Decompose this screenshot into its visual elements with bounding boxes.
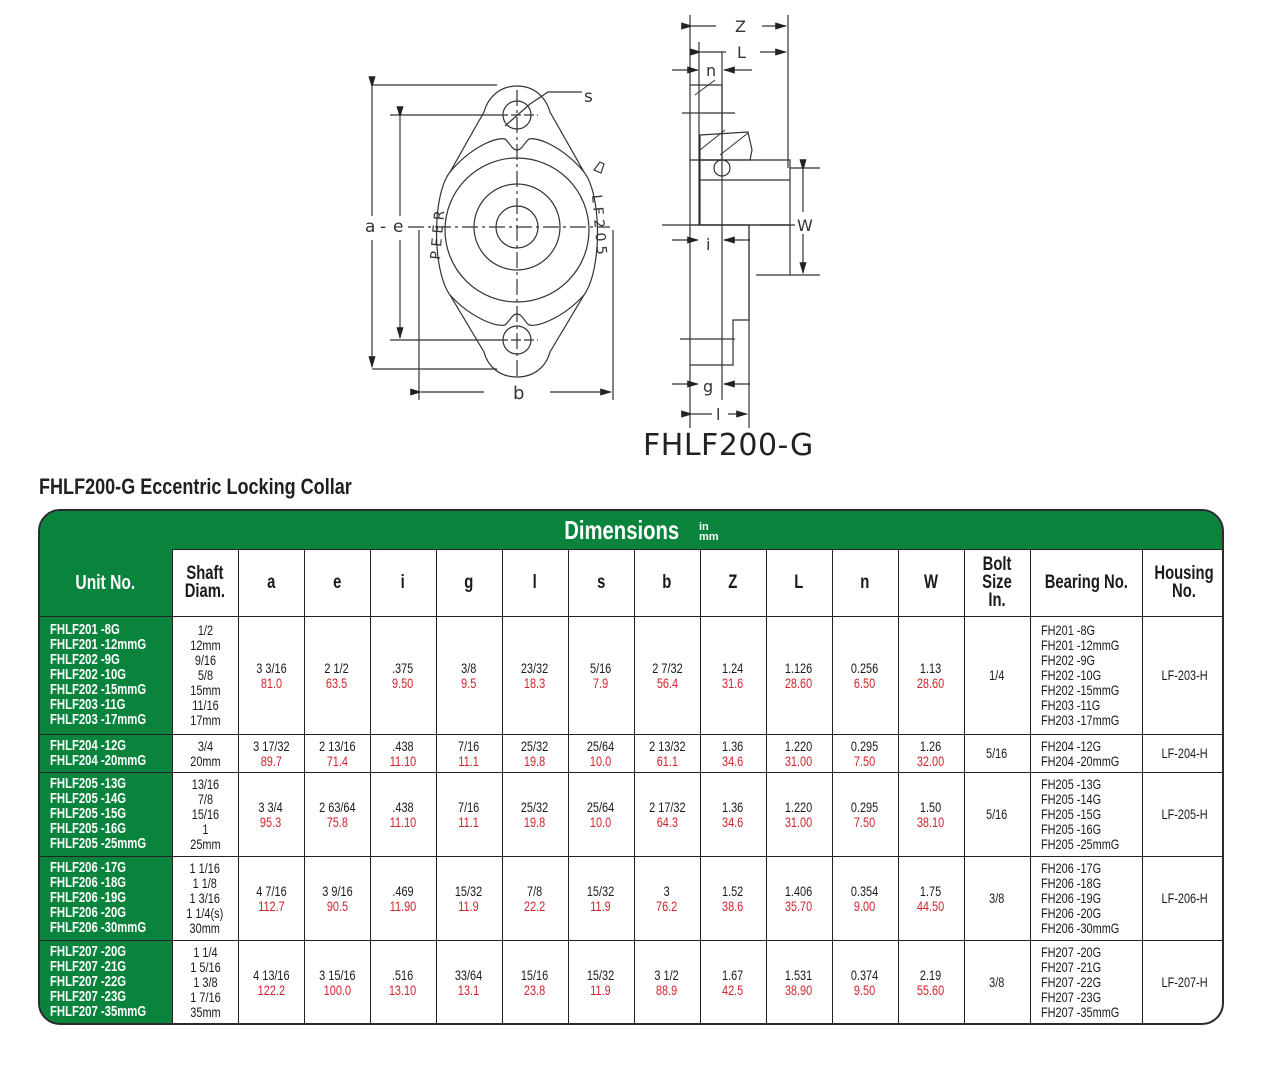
dim-a-cell <box>238 857 304 941</box>
mm-value: 38.10 <box>917 813 945 830</box>
dim-W-cell <box>898 941 964 1025</box>
dim-b-cell <box>634 617 700 735</box>
mm-value: 31.6 <box>722 674 744 691</box>
mm-value: 18.3 <box>524 674 546 691</box>
dim-W-cell <box>898 617 964 735</box>
dim-W-cell <box>898 773 964 857</box>
mm-value: 122.2 <box>257 981 285 998</box>
inch-value: .438 <box>392 798 414 815</box>
unit-no-cell: FHLF206 -17G FHLF206 -18G FHLF206 -19G FHLF206 -20G FHLF206 -30mmG <box>40 857 172 941</box>
inch-value: 2.19 <box>920 966 942 983</box>
inch-value: 1.531 <box>785 966 813 983</box>
inch-value: 25/64 <box>587 737 615 754</box>
mm-value: 56.4 <box>656 674 678 691</box>
dim-b-cell <box>634 773 700 857</box>
dim-g-cell <box>436 941 502 1025</box>
mm-value: 23.8 <box>524 981 546 998</box>
inch-value: 4 13/16 <box>252 966 290 983</box>
unit-no-cell: FHLF207 -20G FHLF207 -21G FHLF207 -22G FHLF207 -23G FHLF207 -35mmG <box>40 941 172 1025</box>
header-s: s <box>568 550 634 617</box>
side-view-labels <box>703 17 813 424</box>
unit-no-cell: FHLF205 -13G FHLF205 -14G FHLF205 -15G FHLF205 -16G FHLF205 -25mmG <box>40 773 172 857</box>
inch-value: 7/16 <box>458 798 480 815</box>
housing-no-cell: LF-206-H <box>1142 857 1224 941</box>
mm-value: 71.4 <box>326 752 348 769</box>
dim-b-cell <box>634 941 700 1025</box>
mm-value: 7.9 <box>593 674 609 691</box>
mm-value: 31.00 <box>785 813 813 830</box>
bearing-no-cell: FH205 -13G FH205 -14G FH205 -15G FH205 -16G FH205 -25mmG <box>1030 773 1142 857</box>
dim-n-cell <box>832 617 898 735</box>
inch-value: 15/32 <box>587 882 615 899</box>
dim-W-cell <box>898 857 964 941</box>
inch-value: 3 3/16 <box>255 659 287 676</box>
dim-e-cell <box>304 857 370 941</box>
unit-no-cell: FHLF204 -12G FHLF204 -20mmG <box>40 735 172 773</box>
mm-value: 90.5 <box>326 897 348 914</box>
mm-value: 9.00 <box>854 897 876 914</box>
mm-value: 9.50 <box>854 981 876 998</box>
header-e: e <box>304 550 370 617</box>
inch-value: 3 17/32 <box>252 737 290 754</box>
dim-L-cell <box>766 617 832 735</box>
dim-n-cell <box>832 773 898 857</box>
mm-value: 22.2 <box>524 897 546 914</box>
svg-text:s: s <box>584 87 593 107</box>
dimensions-group-header <box>40 511 1224 550</box>
inch-value: 2 17/32 <box>648 798 686 815</box>
header-L: L <box>766 550 832 617</box>
inch-value: 25/32 <box>521 737 549 754</box>
mm-value: 28.60 <box>785 674 813 691</box>
inch-value: 25/64 <box>587 798 615 815</box>
svg-text:b: b <box>513 383 525 404</box>
inch-value: 1.36 <box>722 798 744 815</box>
inch-value: 15/32 <box>587 966 615 983</box>
inch-value: 7/16 <box>458 737 480 754</box>
dim-i-cell <box>370 773 436 857</box>
mm-value: 100.0 <box>323 981 351 998</box>
mm-value: 28.60 <box>917 674 945 691</box>
mm-value: 63.5 <box>326 674 348 691</box>
mm-value: 9.5 <box>461 674 477 691</box>
inch-value: .516 <box>392 966 414 983</box>
inch-value: 3 1/2 <box>654 966 680 983</box>
inch-value: 2 1/2 <box>324 659 350 676</box>
inch-value: 25/32 <box>521 798 549 815</box>
dim-a-cell <box>238 735 304 773</box>
dim-g-cell <box>436 617 502 735</box>
header-l: l <box>502 550 568 617</box>
inch-value: 2 7/32 <box>651 659 683 676</box>
header-unit-no: Unit No. <box>40 550 172 617</box>
header-i: i <box>370 550 436 617</box>
mm-value: 11.10 <box>389 813 417 830</box>
header-g: g <box>436 550 502 617</box>
mm-value: 7.50 <box>854 752 876 769</box>
dimensions-table <box>38 509 1224 1025</box>
mm-value: 32.00 <box>917 752 945 769</box>
inch-value: 2 13/32 <box>648 737 686 754</box>
mm-value: 11.90 <box>389 897 417 914</box>
mm-value: 38.90 <box>785 981 813 998</box>
svg-text:-: - <box>380 217 387 237</box>
inch-value: 1.220 <box>785 798 813 815</box>
dim-a-cell <box>238 941 304 1025</box>
dim-g-cell <box>436 857 502 941</box>
mm-value: 61.1 <box>656 752 678 769</box>
inch-value: .438 <box>392 737 414 754</box>
inch-value: 1.26 <box>920 737 942 754</box>
svg-text:Z: Z <box>735 17 746 36</box>
dim-a-cell <box>238 773 304 857</box>
inch-value: 2 63/64 <box>318 798 356 815</box>
inch-value: 23/32 <box>521 659 549 676</box>
dim-W-cell <box>898 735 964 773</box>
mm-value: 31.00 <box>785 752 813 769</box>
mm-value: 55.60 <box>917 981 945 998</box>
table-row <box>40 735 1224 773</box>
header-shaft-diam: Shaft Diam. <box>172 550 238 617</box>
housing-no-cell: LF-205-H <box>1142 773 1224 857</box>
inch-value: 1.126 <box>785 659 813 676</box>
inch-value: .469 <box>392 882 414 899</box>
housing-no-cell: LF-203-H <box>1142 617 1224 735</box>
bolt-size-cell: 5/16 <box>964 773 1030 857</box>
dim-L-cell <box>766 857 832 941</box>
mm-value: 75.8 <box>326 813 348 830</box>
header-Z: Z <box>700 550 766 617</box>
header-housing-no: Housing No. <box>1142 550 1224 617</box>
inch-value: 4 7/16 <box>255 882 287 899</box>
shaft-diam-cell: 1/2 12mm 9/16 5/8 15mm 11/16 17mm <box>172 617 238 735</box>
dim-a-cell <box>238 617 304 735</box>
dim-l-cell <box>502 773 568 857</box>
svg-text:e: e <box>393 217 404 237</box>
mm-value: 38.6 <box>722 897 744 914</box>
inch-value: 2 13/16 <box>318 737 356 754</box>
inch-value: 0.256 <box>851 659 879 676</box>
table-row <box>40 773 1224 857</box>
bearing-no-cell: FH207 -20G FH207 -21G FH207 -22G FH207 -23G FH207 -35mmG <box>1030 941 1142 1025</box>
inch-value: 15/16 <box>521 966 549 983</box>
table-row <box>40 617 1224 735</box>
shaft-diam-cell: 1 1/4 1 5/16 1 3/8 1 7/16 35mm <box>172 941 238 1025</box>
svg-text:n: n <box>706 61 717 80</box>
mm-value: 10.0 <box>590 813 612 830</box>
mm-value: 34.6 <box>722 813 744 830</box>
svg-text:a: a <box>365 217 376 237</box>
dim-n-cell <box>832 941 898 1025</box>
inch-value: 33/64 <box>455 966 483 983</box>
dim-e-cell <box>304 773 370 857</box>
dim-L-cell <box>766 773 832 857</box>
unit-no-cell: FHLF201 -8G FHLF201 -12mmG FHLF202 -9G FHLF202 -10G FHLF202 -15mmG FHLF203 -11G FHLF203 -17mmG <box>40 617 172 735</box>
table-body <box>40 617 1224 1025</box>
shaft-diam-cell: 3/4 20mm <box>172 735 238 773</box>
mm-value: 11.1 <box>458 813 480 830</box>
dim-s-cell <box>568 773 634 857</box>
dim-i-cell <box>370 735 436 773</box>
mm-value: 19.8 <box>524 813 546 830</box>
dim-Z-cell <box>700 857 766 941</box>
dim-Z-cell <box>700 735 766 773</box>
inch-value: 0.295 <box>851 798 879 815</box>
inch-value: 3 3/4 <box>258 798 284 815</box>
header-bearing-no: Bearing No. <box>1030 550 1142 617</box>
mm-value: 13.1 <box>458 981 480 998</box>
inch-value: 3 <box>663 882 671 899</box>
inch-value: 1.406 <box>785 882 813 899</box>
mm-value: 13.10 <box>389 981 417 998</box>
dim-Z-cell <box>700 941 766 1025</box>
dim-n-cell <box>832 857 898 941</box>
svg-text:l: l <box>716 405 721 424</box>
inch-value: 1.36 <box>722 737 744 754</box>
inch-value: 3/8 <box>461 659 477 676</box>
mm-value: 10.0 <box>590 752 612 769</box>
mm-value: 35.70 <box>785 897 813 914</box>
dim-L-cell <box>766 735 832 773</box>
inch-value: 0.374 <box>851 966 879 983</box>
svg-text:W: W <box>797 216 813 235</box>
mm-value: 11.9 <box>458 897 480 914</box>
dim-l-cell <box>502 735 568 773</box>
inch-value: 1.220 <box>785 737 813 754</box>
inch-value: 15/32 <box>455 882 483 899</box>
dim-s-cell <box>568 857 634 941</box>
housing-no-cell: LF-207-H <box>1142 941 1224 1025</box>
mm-value: 19.8 <box>524 752 546 769</box>
dim-s-cell <box>568 735 634 773</box>
header-W: W <box>898 550 964 617</box>
bearing-no-cell: FH201 -8G FH201 -12mmG FH202 -9G FH202 -10G FH202 -15mmG FH203 -11G FH203 -17mmG <box>1030 617 1142 735</box>
inch-value: 5/16 <box>590 659 612 676</box>
inch-value: 1.52 <box>722 882 744 899</box>
dim-i-cell <box>370 857 436 941</box>
mm-value: 9.50 <box>392 674 414 691</box>
mm-value: 64.3 <box>656 813 678 830</box>
inch-value: 0.295 <box>851 737 879 754</box>
technical-drawing <box>0 0 1277 470</box>
front-view <box>372 85 613 400</box>
mm-value: 6.50 <box>854 674 876 691</box>
mm-value: 89.7 <box>260 752 282 769</box>
dim-b-cell <box>634 857 700 941</box>
dim-l-cell <box>502 941 568 1025</box>
dim-b-cell <box>634 735 700 773</box>
mm-value: 95.3 <box>260 813 282 830</box>
svg-text:i: i <box>706 235 711 254</box>
header-n: n <box>832 550 898 617</box>
mm-value: 42.5 <box>722 981 744 998</box>
table-row <box>40 941 1224 1025</box>
inch-value: 1.13 <box>920 659 942 676</box>
mm-value: 11.10 <box>389 752 417 769</box>
dim-s-cell <box>568 617 634 735</box>
bearing-no-cell: FH204 -12G FH204 -20mmG <box>1030 735 1142 773</box>
bearing-no-cell: FH206 -17G FH206 -18G FH206 -19G FH206 -20G FH206 -30mmG <box>1030 857 1142 941</box>
dim-g-cell <box>436 773 502 857</box>
inch-value: 7/8 <box>527 882 543 899</box>
shaft-diam-cell: 1 1/16 1 1/8 1 3/16 1 1/4(s) 30mm <box>172 857 238 941</box>
dim-s-cell <box>568 941 634 1025</box>
bolt-size-cell: 3/8 <box>964 857 1030 941</box>
table-row <box>40 857 1224 941</box>
dim-n-cell <box>832 735 898 773</box>
mm-value: 11.1 <box>458 752 480 769</box>
mm-value: 11.9 <box>590 897 612 914</box>
dim-i-cell <box>370 941 436 1025</box>
inch-value: 1.50 <box>920 798 942 815</box>
inch-value: 3 9/16 <box>321 882 353 899</box>
inch-value: 0.354 <box>851 882 879 899</box>
dim-Z-cell <box>700 773 766 857</box>
header-bolt-size: Bolt Size In. <box>964 550 1030 617</box>
dimensions-title: Dimensions <box>563 514 679 545</box>
dim-e-cell <box>304 735 370 773</box>
inch-value: 3 15/16 <box>318 966 356 983</box>
column-headers <box>40 550 1224 617</box>
units-label: in mm <box>699 520 719 543</box>
dim-e-cell <box>304 941 370 1025</box>
housing-no-cell: LF-204-H <box>1142 735 1224 773</box>
mm-value: 81.0 <box>260 674 282 691</box>
shaft-diam-cell: 13/16 7/8 15/16 1 25mm <box>172 773 238 857</box>
mm-value: 44.50 <box>917 897 945 914</box>
svg-text:L: L <box>737 43 746 62</box>
mm-value: 88.9 <box>656 981 678 998</box>
dim-e-cell <box>304 617 370 735</box>
mm-value: 7.50 <box>854 813 876 830</box>
dim-L-cell <box>766 941 832 1025</box>
svg-text:g: g <box>703 377 714 396</box>
header-a: a <box>238 550 304 617</box>
dim-g-cell <box>436 735 502 773</box>
svg-text:P E E R: P E E R <box>428 209 449 261</box>
dim-l-cell <box>502 617 568 735</box>
front-view-labels <box>365 87 609 404</box>
inch-value: 1.24 <box>722 659 744 676</box>
bearing-drawing-icon <box>0 0 1277 470</box>
bolt-size-cell: 3/8 <box>964 941 1030 1025</box>
dim-Z-cell <box>700 617 766 735</box>
inch-value: .375 <box>392 659 414 676</box>
inch-value: 1.75 <box>920 882 942 899</box>
section-title: FHLF200-G Eccentric Locking Collar <box>39 474 352 499</box>
mm-value: 34.6 <box>722 752 744 769</box>
mm-value: 112.7 <box>257 897 285 914</box>
header-b: b <box>634 550 700 617</box>
inch-value: 1.67 <box>722 966 744 983</box>
dim-i-cell <box>370 617 436 735</box>
bolt-size-cell: 1/4 <box>964 617 1030 735</box>
dim-l-cell <box>502 857 568 941</box>
bolt-size-cell: 5/16 <box>964 735 1030 773</box>
mm-value: 11.9 <box>590 981 612 998</box>
svg-text:L F 2 0 5: L F 2 0 5 <box>588 193 610 256</box>
model-label: FHLF200-G <box>643 428 814 463</box>
mm-value: 76.2 <box>656 897 678 914</box>
